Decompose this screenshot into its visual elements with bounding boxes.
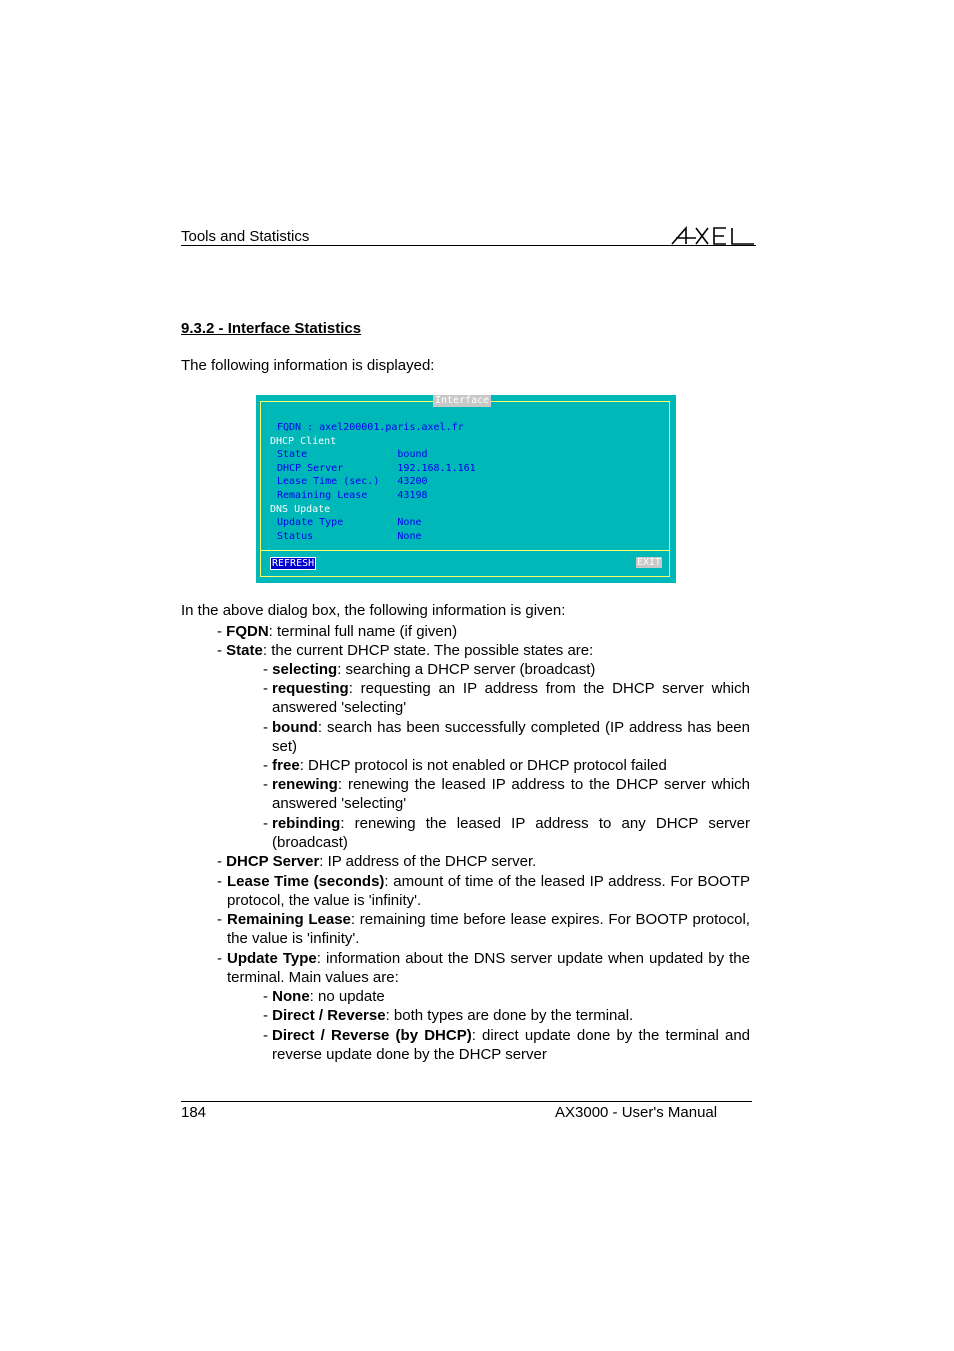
- list-item-update-type: [227, 949, 750, 987]
- term: Remaining Lease: [227, 911, 351, 928]
- list-item-renewing: [272, 775, 750, 813]
- exit-button[interactable]: EXIT: [637, 557, 662, 568]
- running-header: Tools and Statistics: [181, 228, 310, 245]
- term: selecting: [272, 661, 338, 678]
- term: Direct / Reverse (by DHCP): [272, 1027, 472, 1044]
- header-rule: [181, 245, 756, 246]
- dialog-line-remaining-lease: Remaining Lease 43198: [277, 490, 428, 501]
- list-item-none: - None: no update: [263, 988, 385, 1005]
- list-item-state: - State: the current DHCP state. The possible states are:: [217, 642, 594, 659]
- term: bound: [272, 719, 318, 736]
- list-item-fqdn: - FQDN: terminal full name (if given): [217, 623, 458, 640]
- dialog-line-fqdn: FQDN : axel200001.paris.axel.fr: [277, 422, 464, 433]
- desc: : direct update done by the terminal and reverse update done by the DHCP server: [272, 1027, 751, 1063]
- list-item-requesting: [272, 679, 750, 717]
- desc: : the current DHCP state. The possible states are:: [262, 642, 594, 659]
- desc: : searching a DHCP server (broadcast): [337, 661, 596, 678]
- manual-title: AX3000 - User's Manual: [555, 1104, 718, 1121]
- dialog-line-update-type: Update Type None: [277, 517, 422, 528]
- dialog-line-dns-update: DNS Update: [270, 504, 331, 515]
- desc: : renewing the leased IP address to any DHCP server (broadcast): [272, 815, 750, 851]
- page-number: 184: [181, 1104, 207, 1121]
- list-item-lease-time: [227, 872, 750, 910]
- dialog-line-status: Status None: [277, 531, 422, 542]
- list-item-remaining-lease: [227, 910, 750, 948]
- dialog-line-state: State bound: [277, 449, 428, 460]
- list-item-rebinding: [272, 814, 750, 852]
- desc: : both types are done by the terminal.: [385, 1007, 634, 1024]
- list-item-selecting: - selecting: searching a DHCP server (broadcast): [263, 661, 596, 678]
- dialog-line-dhcp-server: DHCP Server 192.168.1.161: [277, 463, 476, 474]
- axel-logo: [670, 224, 756, 246]
- dash: -: [263, 1027, 268, 1044]
- term: renewing: [272, 776, 338, 793]
- dash: -: [263, 680, 268, 697]
- dialog-title: Interface: [435, 395, 490, 406]
- dash: -: [263, 776, 268, 793]
- desc: : requesting an IP address from the DHCP server which answered 'selecting': [272, 680, 750, 716]
- term: State: [226, 642, 263, 659]
- interface-dialog: [256, 395, 676, 583]
- desc: : DHCP protocol is not enabled or DHCP protocol failed: [299, 757, 667, 774]
- refresh-button[interactable]: REFRESH: [272, 558, 315, 569]
- desc: : remaining time before lease expires. For BOOTP protocol, the value is 'infinity'.: [227, 911, 750, 947]
- footer-rule: [181, 1101, 752, 1102]
- list-item-direct-reverse-dhcp: [272, 1026, 750, 1064]
- desc: : terminal full name (if given): [268, 623, 458, 640]
- desc: : renewing the leased IP address to the DHCP server which answered 'selecting': [272, 776, 750, 812]
- list-item-direct-reverse: - Direct / Reverse: both types are done by the terminal.: [263, 1007, 634, 1024]
- dialog-separator: [260, 550, 670, 551]
- desc: : no update: [309, 988, 385, 1005]
- section-title: 9.3.2 - Interface Statistics: [181, 320, 362, 337]
- term: requesting: [272, 680, 349, 697]
- dialog-line-lease-time: Lease Time (sec.) 43200: [277, 476, 428, 487]
- dialog-line-dhcp-client: DHCP Client: [270, 436, 337, 447]
- term: FQDN: [226, 623, 269, 640]
- after-dialog-text: In the above dialog box, the following information is given:: [181, 602, 566, 619]
- dash: -: [263, 815, 268, 832]
- term: None: [272, 988, 310, 1005]
- desc: : IP address of the DHCP server.: [319, 853, 537, 870]
- term: rebinding: [272, 815, 341, 832]
- list-item-free: - free: DHCP protocol is not enabled or DHCP protocol failed: [263, 757, 667, 774]
- intro-text: The following information is displayed:: [181, 357, 435, 374]
- list-item-dhcp-server: - DHCP Server: IP address of the DHCP server.: [217, 853, 537, 870]
- dash: -: [217, 950, 222, 967]
- term: Lease Time (seconds): [227, 873, 385, 890]
- desc: : search has been successfully completed (IP address has been set): [272, 719, 750, 755]
- dash: -: [217, 873, 222, 890]
- term: Direct / Reverse: [272, 1007, 386, 1024]
- dash: -: [263, 719, 268, 736]
- desc: : information about the DNS server update when updated by the terminal. Main values are:: [227, 950, 750, 986]
- term: free: [272, 757, 300, 774]
- term: DHCP Server: [226, 853, 320, 870]
- term: Update Type: [227, 950, 317, 967]
- desc: : amount of time of the leased IP address. For BOOTP protocol, the value is 'infinity'.: [227, 873, 750, 909]
- list-item-bound: [272, 718, 750, 756]
- dash: -: [217, 911, 222, 928]
